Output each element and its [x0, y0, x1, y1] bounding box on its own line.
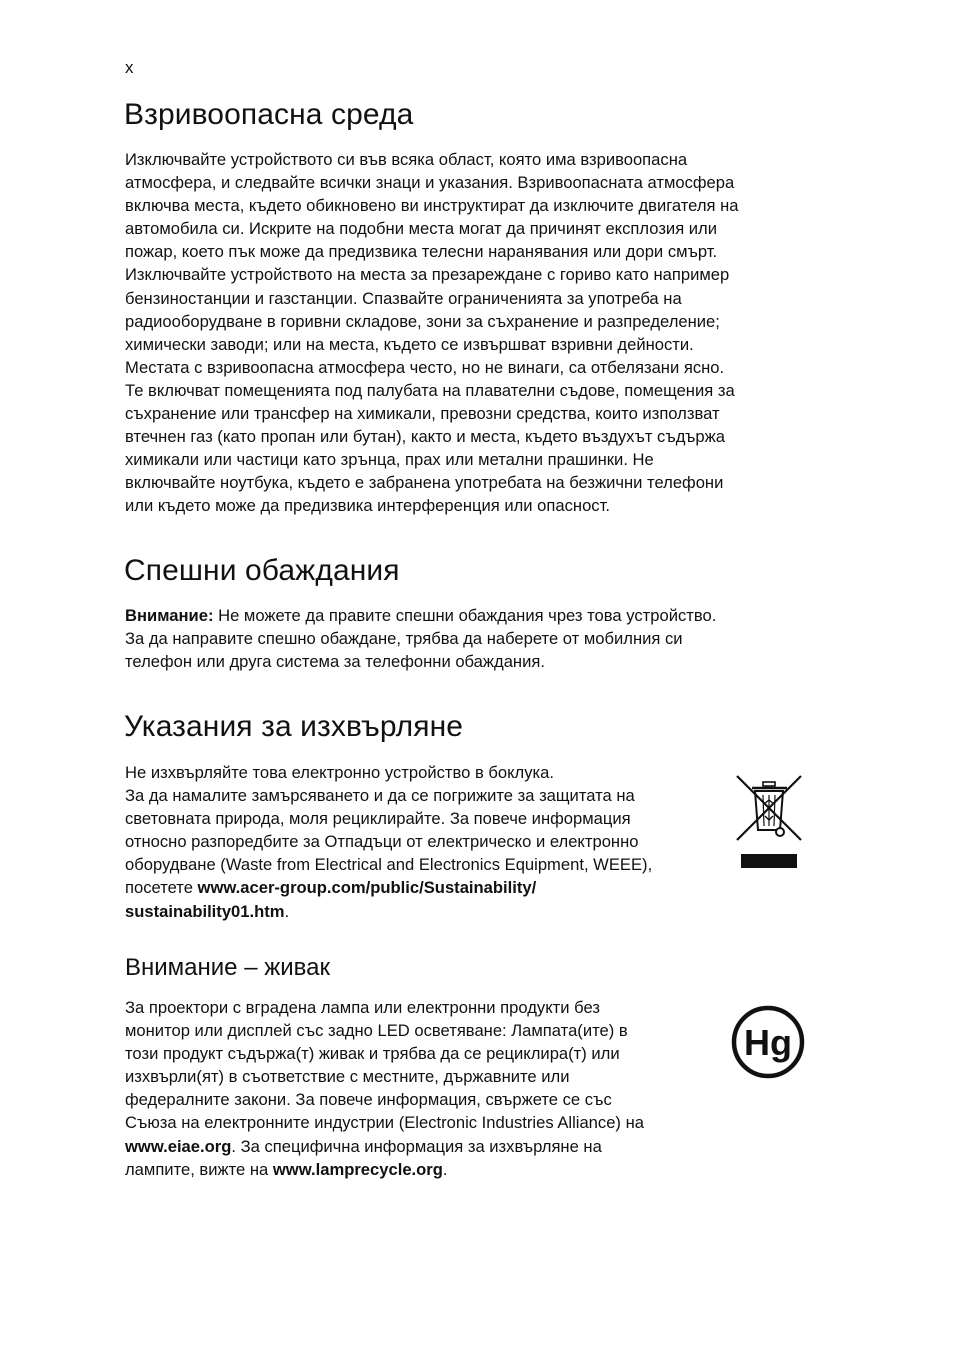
text-line: [125, 1158, 644, 1181]
text-line: Не изхвърляйте това електронно устройство в боклука.: [125, 763, 554, 782]
link-suffix: .: [284, 901, 290, 921]
warning-label: Внимание:: [125, 606, 214, 625]
text-line: За проектори с вградена лампа или електронни продукти без: [125, 998, 600, 1017]
section-title-emergency: Спешни обаждания: [124, 554, 400, 587]
text-line: бензиностанции и газстанции. Спазвайте ограниченията за употреба на: [125, 288, 682, 308]
weee-crossed-bin-icon: [735, 772, 805, 870]
text-line: Те включват помещенията под палубата на плавателни съдове, помещения за: [125, 380, 735, 400]
acer-sustainability-link-cont[interactable]: sustainability01.htm: [125, 901, 285, 921]
warning-text: Не можете да правите спешни обаждания чрез това устройство.: [213, 606, 717, 625]
text-line: втечнен газ (като пропан или бутан), както и места, където въздухът съдържа: [125, 427, 725, 447]
section-title-mercury: Внимание – живак: [125, 954, 330, 981]
acer-sustainability-link[interactable]: www.acer-group.com/public/Sustainability/: [197, 878, 537, 898]
section-title-explosive: Взривоопасна среда: [124, 98, 414, 131]
eiae-link[interactable]: www.eiae.org: [125, 1136, 232, 1156]
text-line: или където може да предизвика интерференция или опасност.: [125, 496, 610, 516]
text-line: [125, 604, 716, 627]
text-line: изхвърли(ят) в съответствие с местните, държавните или: [125, 1067, 570, 1087]
text-line: радиооборудване в горивни складове, зони за съхранение и разпределение;: [125, 311, 720, 331]
text-line: световната природа, моля рециклирайте. За повече информация: [125, 809, 631, 829]
text-line: включва места, където обикновено ви инструктират да изключите двигателя на: [125, 196, 739, 216]
text-line: включвайте ноутбука, където е забранена употребата на безжични телефони: [125, 473, 724, 493]
link-suffix: . За специфична информация за изхвърляне на: [231, 1136, 602, 1156]
text-line: За да намалите замърсяването и да се погрижите за защитата на: [125, 786, 635, 806]
text-line: За да направите спешно обаждане, трябва да наберете от мобилния си: [125, 629, 683, 649]
lamprecycle-link[interactable]: www.lamprecycle.org: [272, 1159, 443, 1179]
text-line: телефон или друга система за телефонни обаждания.: [125, 652, 545, 672]
hg-icon-text: Hg: [744, 1022, 792, 1063]
text-line: атмосфера, и следвайте всички знаци и указания. Взривоопасната атмосфера: [125, 173, 735, 193]
text-line: този продукт съдържа(т) живак и трябва да се рециклира(т) или: [125, 1044, 620, 1064]
text-line: [125, 1135, 644, 1158]
text-line: пожар, което пък може да предизвика телесни наранявания или дори смърт.: [125, 242, 718, 262]
explosive-paragraph: [125, 148, 739, 518]
line-prefix: лампите, вижте на: [125, 1159, 273, 1179]
section-title-disposal: Указания за изхвърляне: [124, 710, 464, 743]
text-line: Съюза на електронните индустрии (Electronic Industries Alliance) на: [125, 1113, 644, 1133]
text-line: Изключвайте устройството си във всяка област, която има взривоопасна: [125, 150, 688, 169]
link-suffix: .: [442, 1159, 448, 1179]
emergency-paragraph: [125, 604, 716, 673]
text-line: оборудване (Waste from Electrical and Electronics Equipment, WEEE),: [125, 855, 653, 875]
text-line: [125, 876, 652, 899]
text-line: автомобила си. Искрите на подобни места могат да причинят експлозия или: [125, 219, 718, 239]
mercury-hg-icon: [730, 1004, 806, 1080]
text-line: Изключвайте устройството на места за презареждане с гориво като например: [125, 265, 730, 285]
text-line: [125, 900, 652, 923]
visit-prefix: посетете: [125, 878, 198, 898]
mercury-paragraph: [125, 996, 644, 1181]
text-line: Местата с взривоопасна атмосфера често, но не винаги, са отбелязани ясно.: [125, 357, 725, 377]
text-line: монитор или дисплей със задно LED осветяване: Лампата(ите) в: [125, 1021, 628, 1041]
disposal-paragraph: [125, 761, 652, 923]
text-line: относно разпоредбите за Отпадъци от електрическо и електронно: [125, 832, 639, 852]
page-number: x: [125, 58, 134, 77]
text-line: федералните закони. За повече информация, свържете се със: [125, 1090, 612, 1110]
text-line: съхранение или трансфер на химикали, превозни средства, които използват: [125, 404, 720, 424]
text-line: химически заводи; или на места, където се извършват взривни дейности.: [125, 334, 694, 354]
text-line: химикали или частици като зрънца, прах или метални прашинки. Не: [125, 450, 654, 470]
